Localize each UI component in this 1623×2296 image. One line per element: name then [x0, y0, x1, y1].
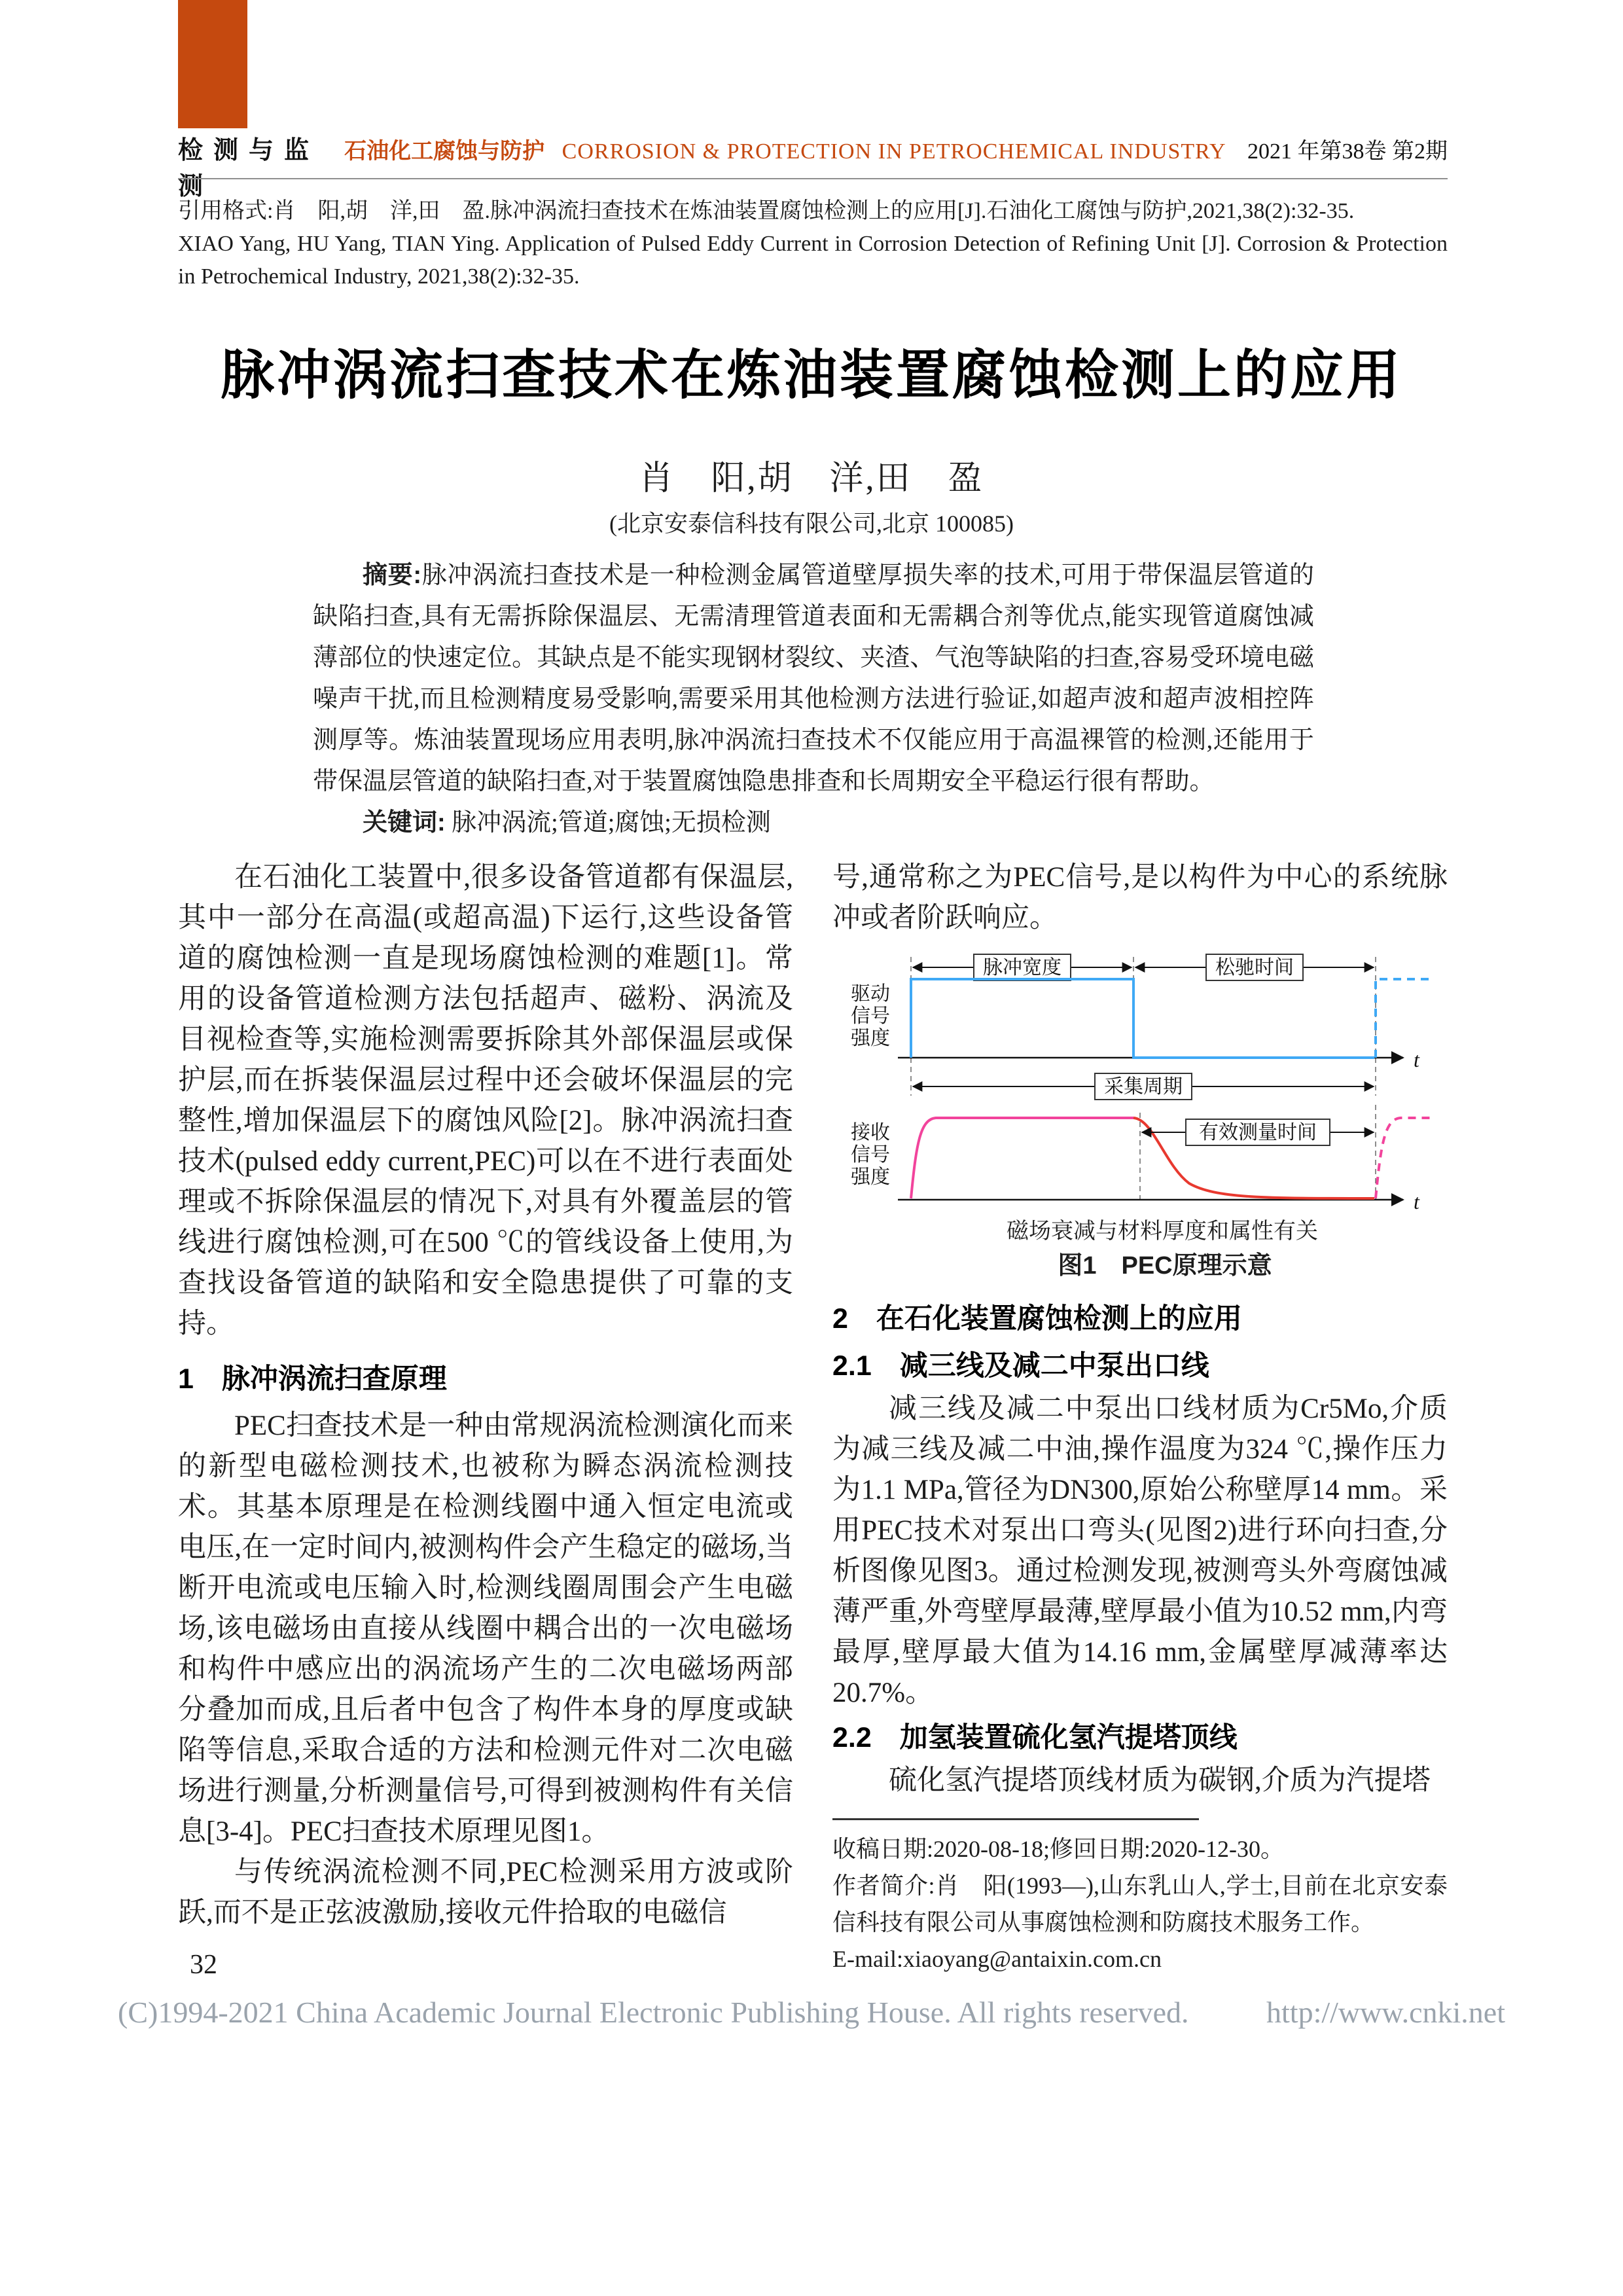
- drive-pulse-next-dashed: [1376, 979, 1432, 1058]
- rubric-color-block: [178, 0, 247, 128]
- journal-title-cn: 石油化工腐蚀与防护: [344, 139, 545, 164]
- footnote-bio: 作者简介:肖 阳(1993—),山东乳山人,学士,目前在北京安泰信科技有限公司从事腐蚀检测和防腐技术服务工作。: [832, 1873, 1448, 1935]
- pec-principle-diagram: [839, 948, 1441, 1216]
- effective-time-label: 有效测量时间: [1199, 1122, 1317, 1143]
- receive-next-dashed: [1376, 1118, 1432, 1198]
- authors: 肖 阳,胡 洋,田 盈: [639, 460, 984, 497]
- drive-axis-t-label: t: [1414, 1048, 1419, 1071]
- abstract-text: 脉冲涡流扫查技术是一种检测金属管道壁厚损失率的技术,可用于带保温层管道的缺陷扫查,具有无需拆除保温层、无需清理管道表面和无需耦合剂等优点,能实现管道腐蚀减薄部位的快速定位。其缺点是不能实现钢材裂纹、夹渣、气泡等缺陷的扫查,容易受环境电磁噪声干扰,而且检测精度易受影响,需要采用其他检测方法进行验证,如超声波和超声波相控阵测厚等。炼油装置现场应用表明,脉冲涡流扫查技术不仅能应用于高温裸管的检测,还能用于带保温层管道的缺陷扫查,对于装置腐蚀隐患排查和长周期安全平稳运行很有帮助。: [313, 562, 1314, 795]
- section-heading-2-1: 2.1 减三线及减二中泵出口线: [832, 1350, 1209, 1382]
- keywords-text: 脉冲涡流;管道;腐蚀;无损检测: [452, 809, 771, 836]
- abstract-block: [313, 555, 1314, 844]
- receive-axis-label-1: 接收: [851, 1122, 890, 1143]
- figure-note: 磁场衰减与材料厚度和属性有关: [1007, 1219, 1318, 1244]
- issue-info: 2021 年第38卷 第2期: [1247, 139, 1448, 164]
- abstract-label: 摘要:: [363, 562, 422, 589]
- drive-axis-label-2: 信号: [851, 1005, 890, 1027]
- receive-rise-plateau: [911, 1118, 1133, 1198]
- section-label: 检测与监测: [178, 137, 320, 200]
- paragraph-excitation: 与传统涡流检测不同,PEC检测采用方波或阶跃,而不是正弦波激励,接收元件拾取的电磁信: [178, 1857, 793, 1928]
- figure-1: [832, 948, 1448, 1284]
- receive-axis-label-2: 信号: [851, 1144, 890, 1166]
- body-column-left: [178, 857, 793, 1933]
- citation-block: [178, 195, 1448, 293]
- drive-axis-label-1: 驱动: [851, 983, 890, 1005]
- journal-masthead: [344, 133, 1448, 165]
- footnote-divider: [832, 1818, 1199, 1820]
- footer-bar: [118, 1995, 1505, 2030]
- citation-en: XIAO Yang, HU Yang, TIAN Ying. Application of Pulsed Eddy Current in Corrosion Detection of Refining Unit [J]. Corrosion & Protection in Petrochemical Industry, 2021,38(2):32-35.: [178, 232, 1448, 289]
- section-heading-2: 2 在石化装置腐蚀检测上的应用: [832, 1303, 1242, 1335]
- drive-axis-label-3: 强度: [851, 1028, 890, 1049]
- paragraph-stripper-line: 硫化氢汽提塔顶线材质为碳钢,介质为汽提塔: [889, 1765, 1431, 1796]
- receive-axis-label-3: 强度: [851, 1166, 890, 1188]
- footnote-email: E-mail:xiaoyang@antaixin.com.cn: [832, 1946, 1162, 1972]
- section-heading-1: 1 脉冲涡流扫查原理: [178, 1363, 447, 1395]
- receive-axis-t-label: t: [1414, 1190, 1419, 1213]
- paragraph-principle: PEC扫查技术是一种由常规涡流检测演化而来的新型电磁检测技术,也被称为瞬态涡流检测技术。其基本原理是在检测线圈中通入恒定电流或电压,在一定时间内,被测构件会产生稳定的磁场,当断开电流或电压输入时,检测线圈周围会产生电磁场,该电磁场由直接从线圈中耦合出的一次电磁场和构件中感应出的涡流场产生的二次电磁场两部分叠加而成,且后者中包含了构件本身的厚度或缺陷等信息,采取合适的方法和检测元件对二次电磁场进行测量,分析测量信号,可得到被测构件有关信息[3-4]。PEC扫查技术原理见图1。: [178, 1410, 793, 1847]
- abstract-paragraph: [313, 555, 1314, 802]
- journal-title-en: CORROSION & PROTECTION IN PETROCHEMICAL INDUSTRY: [562, 139, 1226, 164]
- pulse-width-label: 脉冲宽度: [983, 957, 1061, 978]
- paragraph-excitation-cont: 号,通常称之为PEC信号,是以构件为中心的系统脉冲或者阶跃响应。: [832, 862, 1448, 933]
- section-heading-2-2: 2.2 加氢装置硫化氢汽提塔顶线: [832, 1722, 1238, 1753]
- site-url: http://www.cnki.net: [1266, 1996, 1505, 2029]
- relax-time-label: 松驰时间: [1215, 957, 1294, 978]
- drive-pulse-waveform: [911, 979, 1374, 1058]
- page-header: [178, 130, 1448, 202]
- header-divider: [178, 178, 1448, 179]
- body-column-right: [832, 857, 1448, 1801]
- acq-period-label: 采集周期: [1104, 1076, 1183, 1098]
- page-number: 32: [190, 1950, 217, 1980]
- footnote-received: 收稿日期:2020-08-18;修回日期:2020-12-30。: [832, 1836, 1284, 1862]
- article-title: 脉冲涡流扫查技术在炼油装置腐蚀检测上的应用: [220, 346, 1402, 405]
- affiliation: (北京安泰信科技有限公司,北京 100085): [609, 511, 1014, 537]
- footnote-block: [832, 1818, 1448, 1977]
- keywords-label: 关键词:: [363, 809, 446, 836]
- figure-caption: 图1 PEC原理示意: [1058, 1252, 1272, 1280]
- paragraph-pump-outlet: 减三线及减二中泵出口线材质为Cr5Mo,介质为减三线及减二中油,操作温度为324 ℃,操作压力为1.1 MPa,管径为DN300,原始公称壁厚14 mm。采用PEC技术对泵出口弯头(见图2)进行环向扫查,分析图像见图3。通过检测发现,被测弯头外弯腐蚀减薄严重,外弯壁厚最薄,壁厚最小值为10.52 mm,内弯最厚,壁厚最大值为14.16 mm,金属壁厚减薄率达20.7%。: [832, 1393, 1448, 1708]
- paragraph-intro: 在石油化工装置中,很多设备管道都有保温层,其中一部分在高温(或超高温)下运行,这些设备管道的腐蚀检测一直是现场腐蚀检测的难题[1]。常用的设备管道检测方法包括超声、磁粉、涡流及目视检查等,实施检测需要拆除其外部保温层或保护层,而在拆装保温层过程中还会破坏保温层的完整性,增加保温层下的腐蚀风险[2]。脉冲涡流扫查技术(pulsed eddy current,PEC)可以在不进行表面处理或不拆除保温层的情况下,对具有外覆盖层的管线进行腐蚀检测,可在500 ℃的管线设备上使用,为查找设备管道的缺陷和安全隐患提供了可靠的支持。: [178, 862, 793, 1339]
- citation-cn: 引用格式:肖 阳,胡 洋,田 盈.脉冲涡流扫查技术在炼油装置腐蚀检测上的应用[J].石油化工腐蚀与防护,2021,38(2):32-35.: [178, 199, 1355, 223]
- keywords-line: [313, 802, 1314, 844]
- copyright-text: (C)1994-2021 China Academic Journal Electronic Publishing House. All rights reserved.: [118, 1996, 1189, 2029]
